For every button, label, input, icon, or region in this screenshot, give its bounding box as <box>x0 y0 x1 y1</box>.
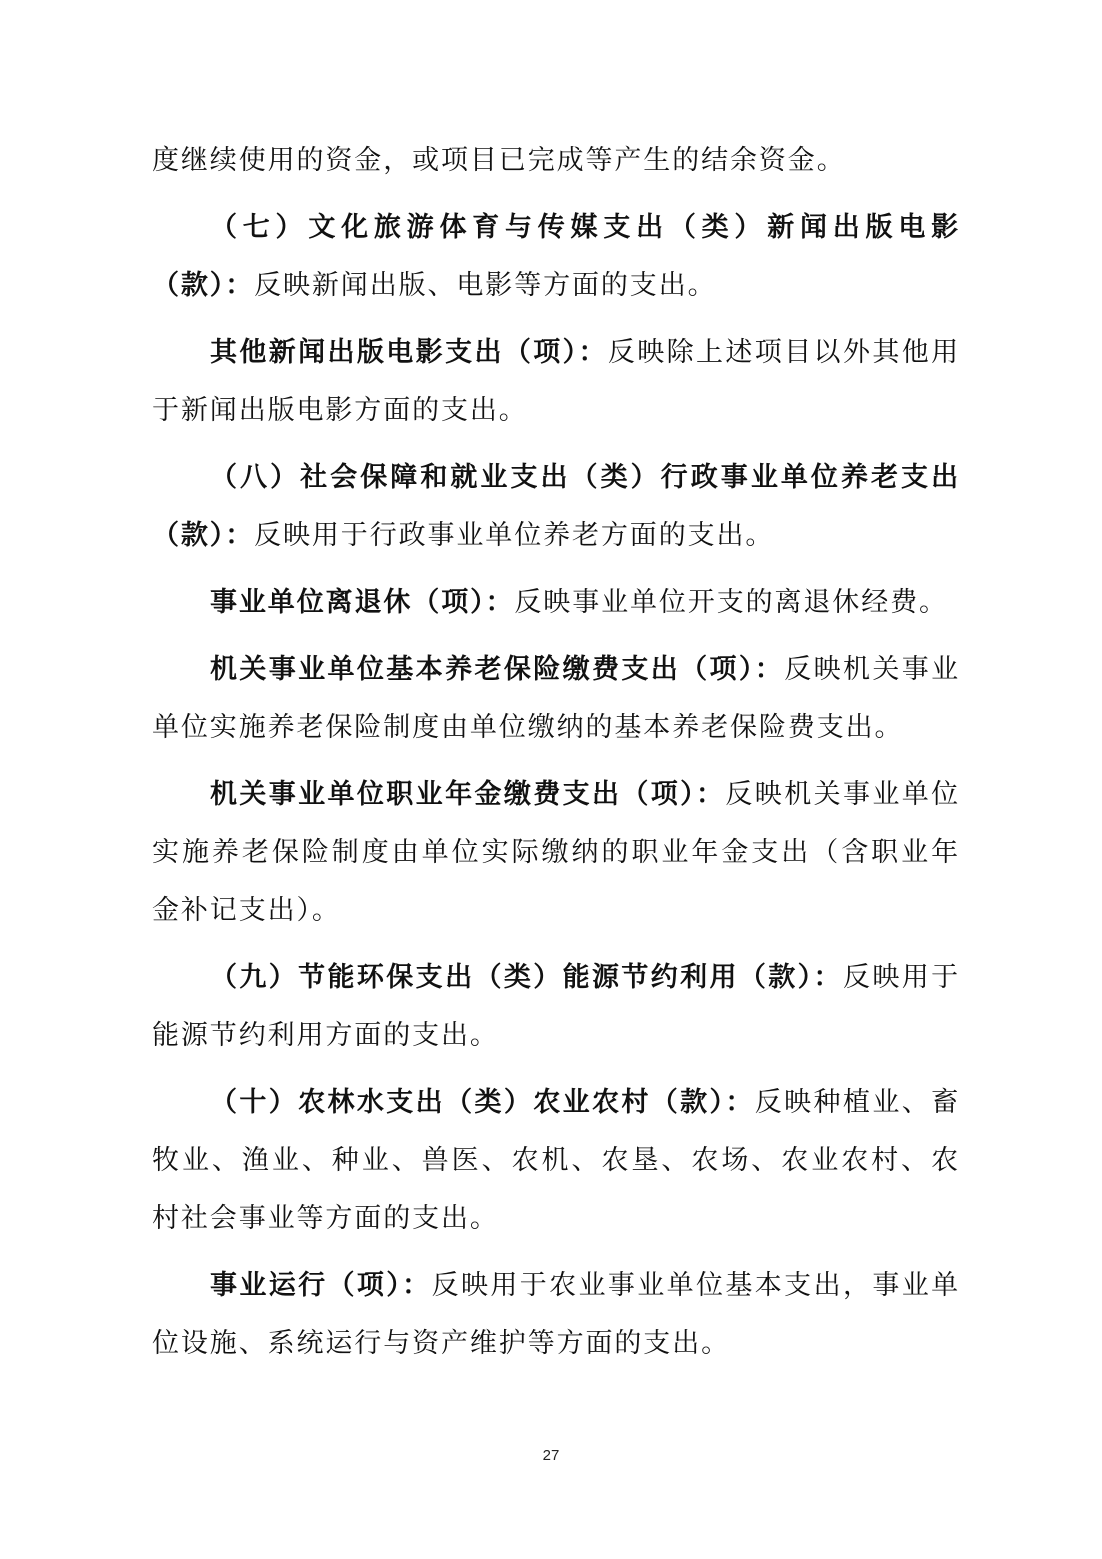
paragraph-text: 反映机关事业单位实施养老保险制度由单位实际缴纳的职业年金支出（含职业年金补记支出）。 <box>152 779 961 926</box>
item-heading: 机关事业单位基本养老保险缴费支出（项）： <box>210 654 785 685</box>
paragraph-text: 度继续使用的资金，或项目已完成等产生的结余资金。 <box>152 145 846 176</box>
paragraph-text: 反映用于能源节约利用方面的支出。 <box>152 962 960 1051</box>
paragraph-occupational-annuity <box>152 766 960 940</box>
paragraph-text: 反映种植业、畜牧业、渔业、种业、兽医、农机、农垦、农场、农业农村、农村社会事业等方面的支出。 <box>152 1087 960 1234</box>
paragraph-section-8 <box>152 449 960 565</box>
paragraph-retirement <box>152 574 960 632</box>
paragraph-carryover <box>152 132 960 190</box>
paragraph-operations <box>152 1257 960 1373</box>
section-heading: （八）社会保障和就业支出（类）行政事业单位养老支出（款）： <box>152 462 960 551</box>
paragraph-text: 反映除上述项目以外其他用于新闻出版电影方面的支出。 <box>152 337 960 426</box>
page-number: 27 <box>542 1447 560 1464</box>
paragraph-section-10 <box>152 1074 960 1248</box>
item-heading: 其他新闻出版电影支出（项）： <box>210 337 608 368</box>
paragraph-basic-pension <box>152 641 960 757</box>
section-heading: （十）农林水支出（类）农业农村（款）： <box>210 1087 755 1118</box>
paragraph-section-9 <box>152 949 960 1065</box>
paragraph-text: 反映新闻出版、电影等方面的支出。 <box>254 270 717 301</box>
paragraph-text: 反映机关事业单位实施养老保险制度由单位缴纳的基本养老保险费支出。 <box>152 654 961 743</box>
paragraph-other-news-publishing <box>152 324 960 440</box>
section-heading: （九）节能环保支出（类）能源节约利用（款）： <box>210 962 843 993</box>
paragraph-text: 反映事业单位开支的离退休经费。 <box>514 587 948 618</box>
paragraph-section-7 <box>152 199 960 315</box>
item-heading: 事业运行（项）： <box>210 1270 432 1301</box>
document-body <box>152 132 960 1382</box>
paragraph-text: 反映用于农业事业单位基本支出，事业单位设施、系统运行与资产维护等方面的支出。 <box>152 1270 961 1359</box>
item-heading: 事业单位离退休（项）： <box>210 587 515 618</box>
paragraph-text: 反映用于行政事业单位养老方面的支出。 <box>254 520 775 551</box>
section-heading: （七）文化旅游体育与传媒支出（类）新闻出版电影（款）： <box>152 212 960 301</box>
item-heading: 机关事业单位职业年金缴费支出（项）： <box>210 779 726 810</box>
